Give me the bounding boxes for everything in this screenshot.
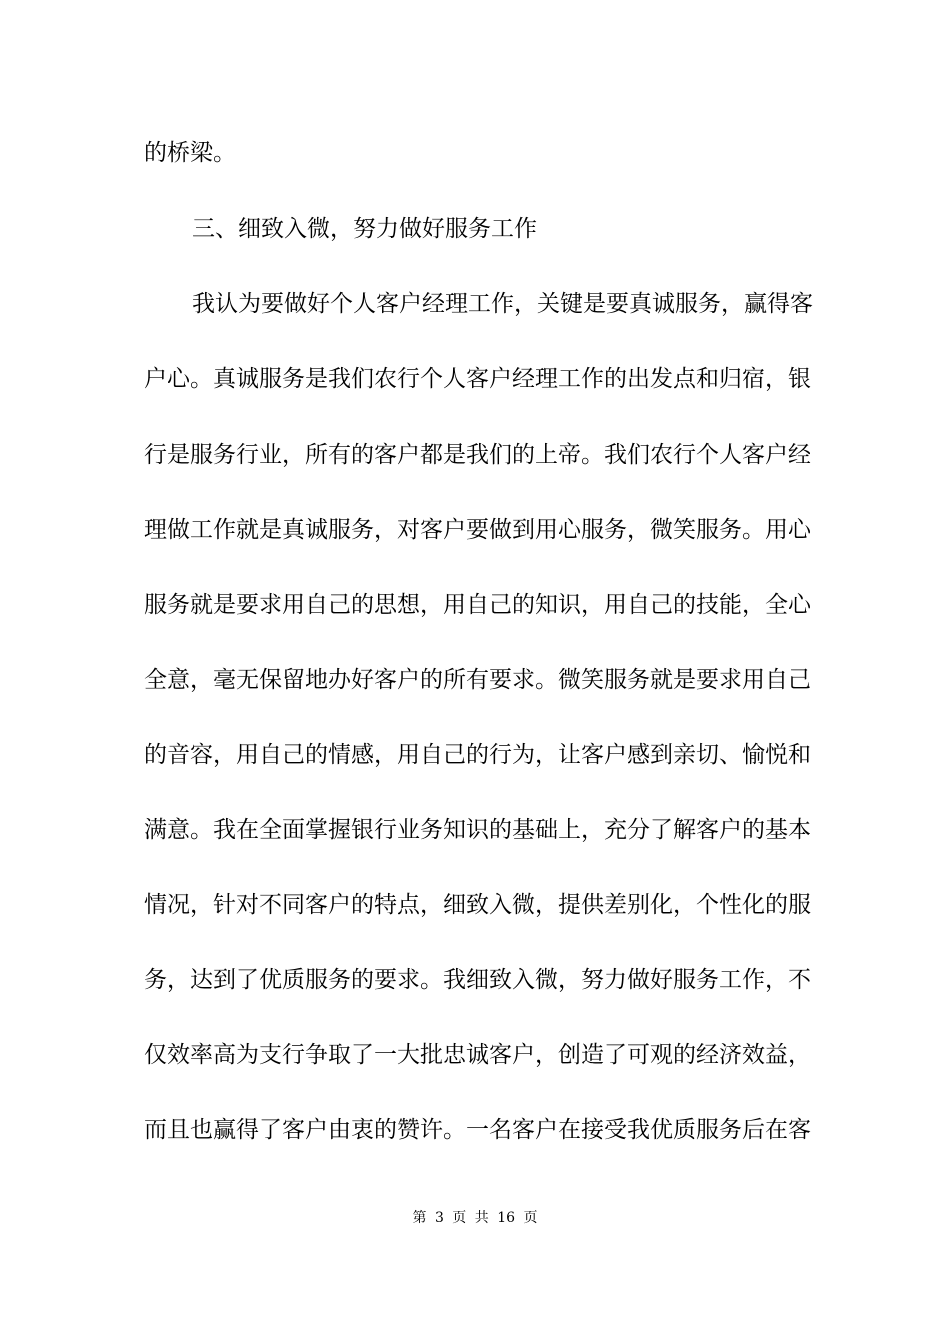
text-line: 我认为要做好个人客户经理工作，关键是要真诚服务，赢得客 — [192, 291, 813, 317]
text-line: 服务就是要求用自己的思想，用自己的知识，用自己的技能，全心 — [144, 592, 811, 618]
text-line: 全意，毫无保留地办好客户的所有要求。微笑服务就是要求用自己 — [144, 667, 811, 693]
text-line: 仅效率高为支行争取了一大批忠诚客户，创造了可观的经济效益， — [144, 1042, 811, 1068]
text-line: 的桥梁。 — [144, 140, 236, 166]
text-line: 户心。真诚服务是我们农行个人客户经理工作的出发点和归宿，银 — [144, 366, 811, 392]
text-line: 情况，针对不同客户的特点，细致入微，提供差别化，个性化的服 — [144, 892, 811, 918]
text-line: 行是服务行业，所有的客户都是我们的上帝。我们农行个人客户经 — [144, 442, 811, 468]
section-heading: 三、细致入微，努力做好服务工作 — [192, 216, 537, 242]
page-number-footer: 第 3 页 共 16 页 — [412, 1210, 538, 1226]
text-line: 满意。我在全面掌握银行业务知识的基础上，充分了解客户的基本 — [144, 817, 811, 843]
text-line: 而且也赢得了客户由衷的赞许。一名客户在接受我优质服务后在客 — [144, 1117, 811, 1143]
text-line: 务，达到了优质服务的要求。我细致入微，努力做好服务工作，不 — [144, 967, 811, 993]
text-line: 的音容，用自己的情感，用自己的行为，让客户感到亲切、愉悦和 — [144, 742, 811, 768]
text-line: 理做工作就是真诚服务，对客户要做到用心服务，微笑服务。用心 — [144, 517, 811, 543]
